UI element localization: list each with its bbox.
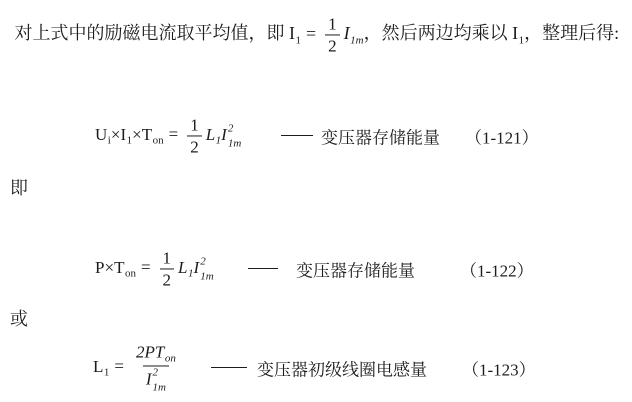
fraction-numerator: 1 [162,248,172,268]
subscript-1m: 1m [152,381,166,394]
intro-text-middle: ，然后两边均乘以 I [363,23,519,44]
equals-sign: = [306,23,317,44]
fraction-denominator: 2 [160,269,175,290]
peak-current-variable: I [221,124,227,144]
eq3-label: 变压器初级线圈电感量 [257,360,427,380]
fraction-one-half [187,115,202,156]
equation-row-3 [0,338,632,398]
eq2-math [95,248,214,289]
multiply-sign: × [132,124,142,144]
multiply-sign: × [110,124,121,144]
eq3-number: （1-123） [462,360,536,380]
fraction-denominator: 2 [187,136,202,157]
eq2-dash-line [248,268,278,269]
equation-row-2 [0,243,632,295]
current-variable: I [120,124,127,144]
inductance-subscript: 1 [103,366,110,379]
inductance-variable: L [205,124,216,144]
connector-ji: 即 [10,178,28,198]
fraction-numerator: 1 [190,115,199,135]
time-variable: T [141,124,153,144]
eq1-label: 变压器存储能量 [321,128,440,148]
intro-text-end: ，整理后得: [524,23,620,44]
voltage-variable: U [95,124,108,144]
intro-text-start: 对上式中的励磁电流取平均值，即 I [14,23,295,44]
fraction-numerator: 1 [328,14,337,34]
eq3-math [93,342,183,393]
eq2-number: （1-122） [460,261,534,281]
peak-current-sup-sub [228,123,241,149]
multiply-sign: × [104,257,115,277]
peak-current-sup-sub [200,256,213,282]
eq2-label: 变压器存储能量 [296,261,415,281]
fraction-numerator [133,342,179,365]
power-variable: P [95,257,105,277]
peak-current-variable: I [193,257,200,277]
fraction-one-half [325,14,340,55]
equals-sign: = [140,257,151,277]
current-variable-subscript: 1m [350,34,364,47]
eq1-dash-line [281,135,313,136]
equation-row-1 [0,110,632,162]
eq1-number: （1-121） [465,128,539,148]
inductance-subscript: 1 [215,134,222,147]
fraction-denominator: 2 [325,35,340,56]
eq1-math [95,115,241,156]
time-subscript: on [152,134,164,147]
intro-i-subscript-2: 1 [518,34,525,47]
current-variable: I [343,23,350,44]
numerator-2pt: 2PT [135,342,165,362]
superscript-2: 2 [227,122,234,134]
subscript-1m: 1m [200,270,214,282]
time-variable: T [114,257,125,277]
peak-current-variable: I [145,369,152,389]
fraction-2pton-over-i1m [133,342,179,393]
current-subscript: 1 [126,134,133,147]
subscript-1m: 1m [227,137,242,149]
fraction-denominator [143,366,169,394]
equals-sign: = [168,124,179,144]
connector-huo: 或 [10,309,28,329]
voltage-subscript: i [107,134,111,147]
equals-sign: = [114,356,124,376]
inductance-variable: L [178,257,188,277]
eq3-dash-line [211,367,247,368]
fraction-one-half [160,248,175,289]
intro-paragraph [10,14,619,55]
time-subscript: on [124,267,136,280]
numerator-subscript-on: on [164,352,176,365]
superscript-2: 2 [200,255,206,267]
inductance-subscript: 1 [188,267,194,280]
inductance-variable: L [93,356,104,376]
peak-current-sup-sub [153,368,166,394]
intro-i-subscript: 1 [295,34,301,47]
superscript-2: 2 [152,366,159,379]
